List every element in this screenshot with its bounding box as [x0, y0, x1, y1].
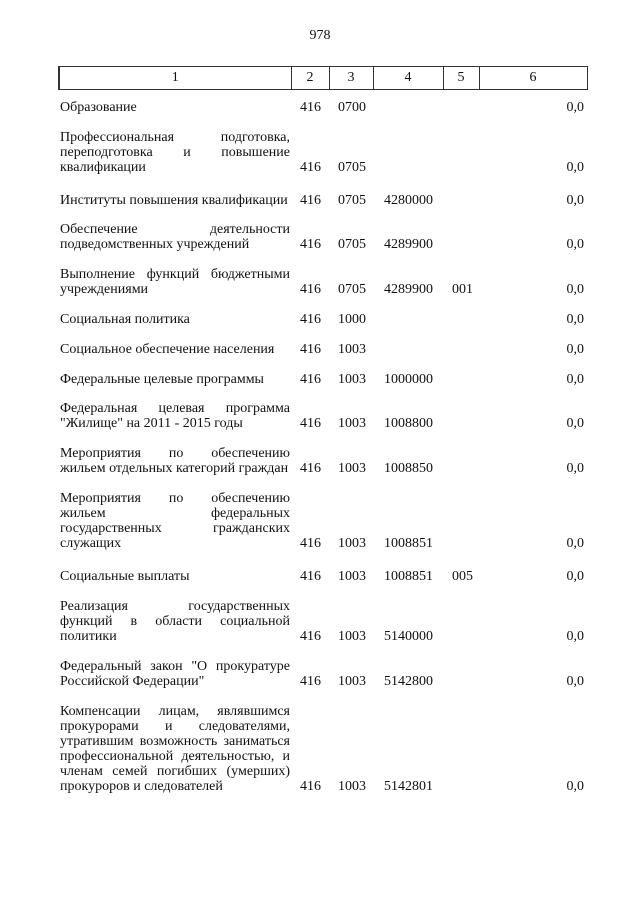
row-cell-c4: 5140000	[384, 629, 433, 644]
row-cell-c3: 1003	[338, 536, 366, 551]
row-cell-c6: 0,0	[566, 536, 584, 551]
row-cell-c2: 416	[300, 312, 321, 327]
row-description-line: Мероприятия по обеспечению	[60, 491, 290, 506]
row-description	[60, 100, 290, 115]
column-header-table	[58, 66, 588, 90]
row-description-line: Федеральный закон "О прокуратуре	[60, 659, 290, 674]
row-description-line: Федеральные целевые программы	[60, 372, 264, 387]
row-description	[60, 401, 290, 431]
row-description-line: Социальная политика	[60, 312, 190, 327]
row-cell-c6: 0,0	[566, 674, 584, 689]
row-cell-c3: 1003	[338, 569, 366, 584]
row-cell-c2: 416	[300, 536, 321, 551]
row-cell-c3: 1003	[338, 416, 366, 431]
row-cell-c2: 416	[300, 461, 321, 476]
row-description	[60, 569, 290, 584]
row-description-line: переподготовка и повышение	[60, 145, 290, 160]
row-cell-c4: 1000000	[384, 372, 433, 387]
row-description-line: Социальное обеспечение населения	[60, 342, 275, 357]
column-header-row	[59, 67, 587, 90]
row-cell-c4: 4280000	[384, 193, 433, 208]
row-description-line: Российской Федерации"	[60, 674, 205, 689]
row-cell-c3: 1003	[338, 674, 366, 689]
row-cell-c4: 5142800	[384, 674, 433, 689]
row-description	[60, 491, 290, 551]
row-cell-c2: 416	[300, 569, 321, 584]
row-cell-c6: 0,0	[566, 282, 584, 297]
row-cell-c6: 0,0	[566, 342, 584, 357]
row-cell-c3: 0705	[338, 160, 366, 175]
row-description-line: прокуроров и следователей	[60, 779, 223, 794]
row-cell-c2: 416	[300, 629, 321, 644]
row-cell-c6: 0,0	[566, 193, 584, 208]
page-number: 978	[309, 28, 331, 43]
row-cell-c2: 416	[300, 779, 321, 794]
row-cell-c2: 416	[300, 282, 321, 297]
row-cell-c2: 416	[300, 342, 321, 357]
row-cell-c5: 005	[452, 569, 473, 584]
row-description-line: утратившим возможность заниматься	[60, 734, 290, 749]
row-description	[60, 599, 290, 644]
row-description-line: Социальные выплаты	[60, 569, 190, 584]
row-description-line: Профессиональная подготовка,	[60, 130, 290, 145]
row-cell-c4: 1008851	[384, 536, 433, 551]
row-cell-c3: 1003	[338, 461, 366, 476]
row-description-line: членам семей погибших (умерших)	[60, 764, 290, 779]
row-description-line: Институты повышения квалификации	[60, 193, 288, 208]
row-cell-c2: 416	[300, 100, 321, 115]
row-cell-c5: 001	[452, 282, 473, 297]
row-cell-c3: 0705	[338, 193, 366, 208]
row-cell-c4: 4289900	[384, 237, 433, 252]
row-cell-c4: 5142801	[384, 779, 433, 794]
row-description-line: Выполнение функций бюджетными	[60, 267, 290, 282]
row-description-line: функций в области социальной	[60, 614, 290, 629]
row-cell-c3: 0700	[338, 100, 366, 115]
row-description-line: "Жилище" на 2011 - 2015 годы	[60, 416, 243, 431]
row-cell-c3: 1003	[338, 342, 366, 357]
row-cell-c3: 1003	[338, 779, 366, 794]
row-description-line: прокурорами и следователями,	[60, 719, 290, 734]
row-description-line: государственных гражданских	[60, 521, 290, 536]
row-description	[60, 659, 290, 689]
row-description-line: профессиональной деятельностью, и	[60, 749, 290, 764]
row-description-line: Образование	[60, 100, 137, 115]
row-description	[60, 372, 290, 387]
row-description-line: Федеральная целевая программа	[60, 401, 290, 416]
column-header-3: 3	[329, 67, 373, 90]
row-description-line: служащих	[60, 536, 122, 551]
row-cell-c3: 1003	[338, 629, 366, 644]
row-description-line: Компенсации лицам, являвшимся	[60, 704, 290, 719]
row-description	[60, 130, 290, 175]
row-cell-c4: 1008851	[384, 569, 433, 584]
column-header-2: 2	[291, 67, 329, 90]
row-cell-c4: 1008800	[384, 416, 433, 431]
row-cell-c6: 0,0	[566, 372, 584, 387]
row-description-line: политики	[60, 629, 117, 644]
row-cell-c2: 416	[300, 372, 321, 387]
row-cell-c2: 416	[300, 237, 321, 252]
row-cell-c6: 0,0	[566, 312, 584, 327]
row-cell-c6: 0,0	[566, 629, 584, 644]
row-cell-c3: 0705	[338, 237, 366, 252]
row-description-line: квалификации	[60, 160, 146, 175]
row-cell-c2: 416	[300, 193, 321, 208]
row-cell-c3: 1000	[338, 312, 366, 327]
column-header-6: 6	[479, 67, 587, 90]
row-description-line: учреждениями	[60, 282, 149, 297]
row-cell-c4: 1008850	[384, 461, 433, 476]
row-cell-c6: 0,0	[566, 461, 584, 476]
row-cell-c6: 0,0	[566, 237, 584, 252]
row-cell-c4: 4289900	[384, 282, 433, 297]
row-description-line: Мероприятия по обеспечению	[60, 446, 290, 461]
row-cell-c3: 0705	[338, 282, 366, 297]
row-description	[60, 193, 290, 208]
row-description-line: Обеспечение деятельности	[60, 222, 290, 237]
row-cell-c6: 0,0	[566, 100, 584, 115]
row-cell-c6: 0,0	[566, 779, 584, 794]
row-description	[60, 312, 290, 327]
row-description	[60, 342, 290, 357]
column-header-4: 4	[373, 67, 443, 90]
row-description	[60, 446, 290, 476]
row-description-line: жильем отдельных категорий граждан	[60, 461, 289, 476]
column-header-1: 1	[59, 67, 291, 90]
row-description-line: жильем федеральных	[60, 506, 290, 521]
row-cell-c2: 416	[300, 674, 321, 689]
row-cell-c6: 0,0	[566, 160, 584, 175]
column-header-5: 5	[443, 67, 479, 90]
row-description	[60, 267, 290, 297]
row-cell-c3: 1003	[338, 372, 366, 387]
row-cell-c6: 0,0	[566, 416, 584, 431]
row-cell-c6: 0,0	[566, 569, 584, 584]
row-description-line: подведомственных учреждений	[60, 237, 250, 252]
row-description-line: Реализация государственных	[60, 599, 290, 614]
row-cell-c2: 416	[300, 416, 321, 431]
row-cell-c2: 416	[300, 160, 321, 175]
row-description	[60, 704, 290, 794]
row-description	[60, 222, 290, 252]
